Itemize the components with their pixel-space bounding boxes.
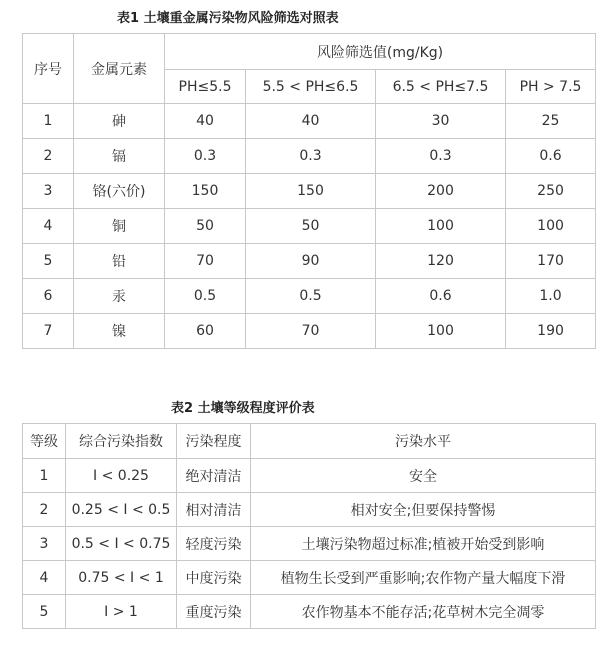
- table-cell: 重度污染: [177, 595, 251, 629]
- table-cell: 铬(六价): [74, 174, 165, 209]
- header-pollution-level: 污染水平: [251, 424, 596, 459]
- table-row: [23, 527, 596, 561]
- header-pollution-index: 综合污染指数: [66, 424, 177, 459]
- table-cell: 4: [23, 561, 66, 595]
- header-ph-col: PH > 7.5: [506, 70, 596, 104]
- header-ph-col: PH≤5.5: [165, 70, 246, 104]
- table-cell: 100: [376, 209, 506, 244]
- header-grade: 等级: [23, 424, 66, 459]
- heavy-metal-screening-table: [22, 33, 596, 349]
- table-row: [23, 209, 596, 244]
- table-cell: 200: [376, 174, 506, 209]
- table-cell: 3: [23, 527, 66, 561]
- table-cell: 镍: [74, 314, 165, 349]
- table-cell: 中度污染: [177, 561, 251, 595]
- table1-header-row: [23, 34, 596, 70]
- table-cell: 7: [23, 314, 74, 349]
- table-cell: 0.6: [506, 139, 596, 174]
- table-cell: 2: [23, 493, 66, 527]
- table-cell: 120: [376, 244, 506, 279]
- header-screening-value: 风险筛选值(mg/Kg): [165, 34, 596, 70]
- table-row: [23, 174, 596, 209]
- table-cell: 100: [376, 314, 506, 349]
- table-cell: 150: [165, 174, 246, 209]
- table-cell: 0.5 < I < 0.75: [66, 527, 177, 561]
- table2-header-row: [23, 424, 596, 459]
- table-cell: 70: [165, 244, 246, 279]
- table-cell: 0.5: [246, 279, 376, 314]
- table-cell: 农作物基本不能存活;花草树木完全凋零: [251, 595, 596, 629]
- table-cell: 铜: [74, 209, 165, 244]
- table2-caption: 表2 土壤等级程度评价表: [171, 401, 315, 416]
- header-ph-col: 5.5 < PH≤6.5: [246, 70, 376, 104]
- table-cell: 190: [506, 314, 596, 349]
- table-cell: 绝对清洁: [177, 459, 251, 493]
- header-index: 序号: [23, 34, 74, 104]
- table-row: [23, 279, 596, 314]
- table-cell: 0.6: [376, 279, 506, 314]
- table-cell: 砷: [74, 104, 165, 139]
- table-cell: 40: [246, 104, 376, 139]
- table-row: [23, 561, 596, 595]
- table-cell: 6: [23, 279, 74, 314]
- table-cell: 0.5: [165, 279, 246, 314]
- table-cell: 60: [165, 314, 246, 349]
- table-cell: 镉: [74, 139, 165, 174]
- table-row: [23, 493, 596, 527]
- table-cell: 安全: [251, 459, 596, 493]
- table-cell: 90: [246, 244, 376, 279]
- table-cell: 植物生长受到严重影响;农作物产量大幅度下滑: [251, 561, 596, 595]
- table-cell: 250: [506, 174, 596, 209]
- table-cell: 轻度污染: [177, 527, 251, 561]
- table-cell: I < 0.25: [66, 459, 177, 493]
- table1-caption: 表1 土壤重金属污染物风险筛选对照表: [117, 11, 339, 26]
- table-cell: 土壤污染物超过标准;植被开始受到影响: [251, 527, 596, 561]
- table-cell: 0.3: [246, 139, 376, 174]
- table-cell: 铅: [74, 244, 165, 279]
- table-cell: 5: [23, 244, 74, 279]
- table-row: [23, 104, 596, 139]
- table-cell: I > 1: [66, 595, 177, 629]
- table-cell: 1: [23, 104, 74, 139]
- header-pollution-degree: 污染程度: [177, 424, 251, 459]
- header-ph-col: 6.5 < PH≤7.5: [376, 70, 506, 104]
- table-cell: 0.3: [165, 139, 246, 174]
- table-cell: 0.75 < I < 1: [66, 561, 177, 595]
- table-cell: 170: [506, 244, 596, 279]
- table-cell: 70: [246, 314, 376, 349]
- table-cell: 25: [506, 104, 596, 139]
- table-cell: 5: [23, 595, 66, 629]
- table-cell: 1.0: [506, 279, 596, 314]
- table-cell: 0.25 < I < 0.5: [66, 493, 177, 527]
- table-cell: 50: [165, 209, 246, 244]
- table-cell: 0.3: [376, 139, 506, 174]
- table-cell: 相对安全;但要保持警惕: [251, 493, 596, 527]
- table-cell: 相对清洁: [177, 493, 251, 527]
- table-row: [23, 595, 596, 629]
- table-cell: 50: [246, 209, 376, 244]
- table-cell: 4: [23, 209, 74, 244]
- table-cell: 汞: [74, 279, 165, 314]
- header-element: 金属元素: [74, 34, 165, 104]
- table-cell: 30: [376, 104, 506, 139]
- table-row: [23, 314, 596, 349]
- table-cell: 40: [165, 104, 246, 139]
- table-cell: 2: [23, 139, 74, 174]
- table-row: [23, 139, 596, 174]
- table-cell: 150: [246, 174, 376, 209]
- table-cell: 3: [23, 174, 74, 209]
- soil-grade-evaluation-table: [22, 423, 596, 629]
- table-row: [23, 244, 596, 279]
- table-cell: 100: [506, 209, 596, 244]
- table-cell: 1: [23, 459, 66, 493]
- table-row: [23, 459, 596, 493]
